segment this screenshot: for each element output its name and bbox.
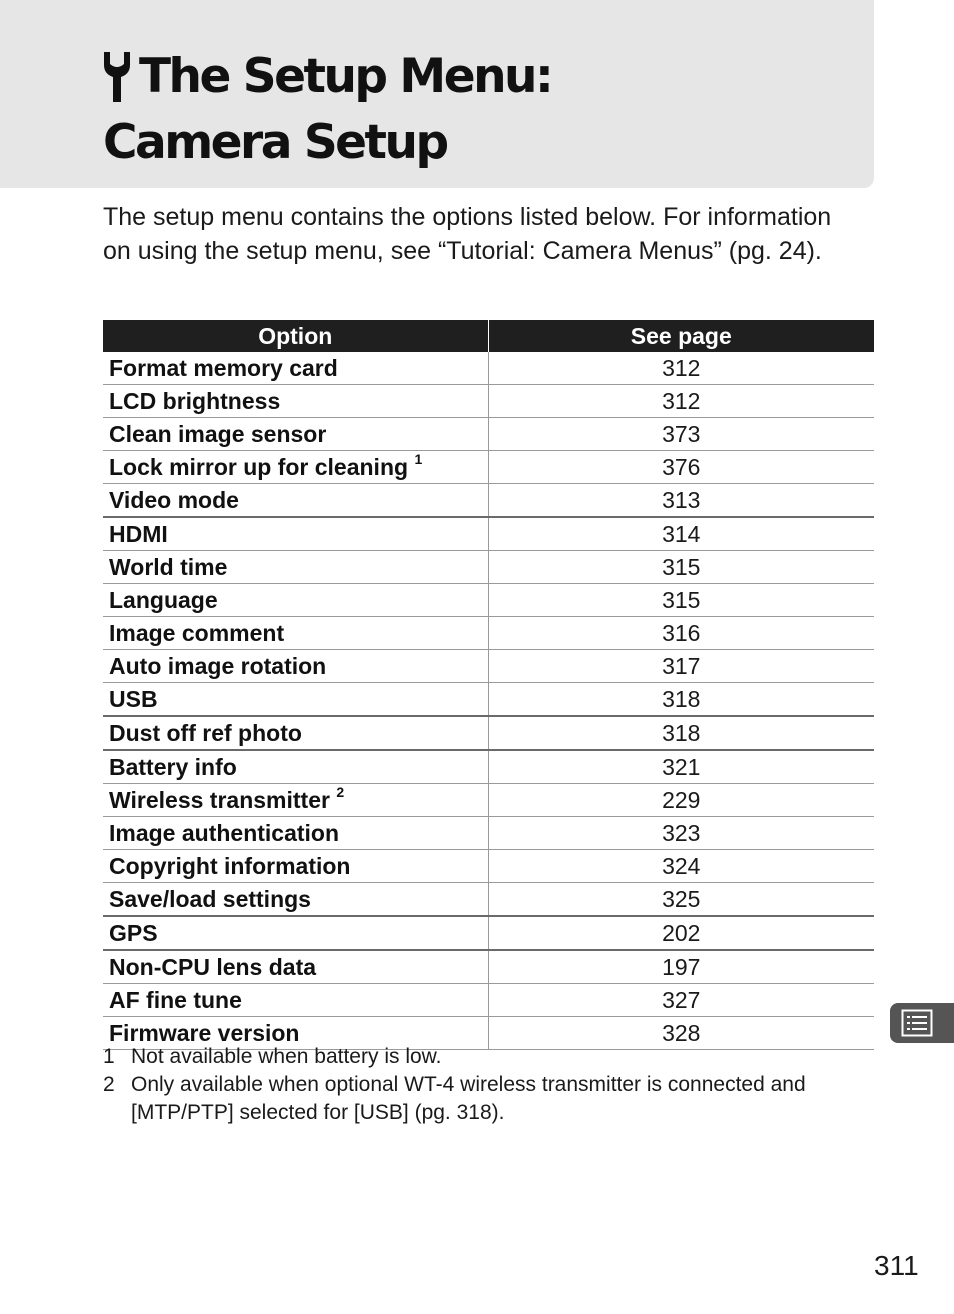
footnote-2 [103, 1071, 863, 1127]
see-page-value: 314 [488, 517, 874, 551]
see-page-value: 376 [488, 451, 874, 484]
see-page-value: 315 [488, 551, 874, 584]
option-name [103, 683, 488, 717]
see-page-value: 328 [488, 1017, 874, 1050]
header-option: Option [103, 320, 488, 352]
see-page-value: 312 [488, 385, 874, 418]
option-name [103, 584, 488, 617]
table-row [103, 451, 874, 484]
table-row [103, 584, 874, 617]
see-page-value: 313 [488, 484, 874, 518]
option-label: Image comment [109, 619, 285, 646]
see-page-value: 318 [488, 716, 874, 750]
option-label: LCD brightness [109, 387, 281, 414]
title-line-1: The Setup Menu: [139, 49, 552, 104]
option-name [103, 451, 488, 484]
option-label: AF fine tune [109, 986, 242, 1013]
table-row [103, 418, 874, 451]
see-page-value: 317 [488, 650, 874, 683]
option-name [103, 617, 488, 650]
option-label: Auto image rotation [109, 652, 327, 679]
option-label: HDMI [109, 520, 168, 547]
option-label: Dust off ref photo [109, 719, 302, 746]
option-label: Battery info [109, 753, 237, 780]
table-row [103, 883, 874, 917]
option-name [103, 418, 488, 451]
section-tab[interactable] [890, 1003, 954, 1043]
option-label: Firmware version [109, 1019, 300, 1046]
footnote-marker: 1 [414, 450, 423, 467]
see-page-value: 315 [488, 584, 874, 617]
header-see-page: See page [488, 320, 874, 352]
option-name [103, 517, 488, 551]
page-title [103, 44, 551, 176]
see-page-value: 323 [488, 817, 874, 850]
footnote-text: Not available when battery is low. [131, 1045, 442, 1068]
table-row [103, 916, 874, 950]
see-page-value: 318 [488, 683, 874, 717]
intro-paragraph: The setup menu contains the options listed below. For information on using the setup menu, see “Tutorial: Camera Menus” (pg. 24). [103, 203, 832, 265]
menu-list-icon [901, 1009, 933, 1037]
footnote-number: 1 [103, 1045, 115, 1068]
table-row [103, 817, 874, 850]
table-row [103, 484, 874, 518]
table-row [103, 683, 874, 717]
option-name [103, 784, 488, 817]
see-page-value: 324 [488, 850, 874, 883]
option-name [103, 716, 488, 750]
option-name [103, 916, 488, 950]
table-row [103, 950, 874, 984]
see-page-value: 229 [488, 784, 874, 817]
table-row [103, 784, 874, 817]
table-row [103, 716, 874, 750]
see-page-value: 197 [488, 950, 874, 984]
see-page-value: 373 [488, 418, 874, 451]
option-label: World time [109, 553, 228, 580]
see-page-value: 327 [488, 984, 874, 1017]
option-name [103, 850, 488, 883]
option-label: Image authentication [109, 819, 340, 846]
wrench-icon [101, 50, 133, 104]
option-label: Format memory card [109, 354, 338, 381]
see-page-value: 202 [488, 916, 874, 950]
option-name [103, 984, 488, 1017]
option-label: Video mode [109, 486, 239, 513]
table-row [103, 650, 874, 683]
option-name [103, 817, 488, 850]
option-name [103, 352, 488, 385]
table-row [103, 352, 874, 385]
option-label: USB [109, 685, 158, 712]
table-row [103, 551, 874, 584]
footnote-marker: 2 [336, 783, 345, 800]
see-page-value: 316 [488, 617, 874, 650]
table-row [103, 750, 874, 784]
table-row [103, 850, 874, 883]
footnote-1 [103, 1043, 863, 1071]
footnote-text: Only available when optional WT-4 wireless transmitter is connected and [MTP/PTP] selected for [USB] (pg. 318). [131, 1073, 806, 1124]
table-row [103, 385, 874, 418]
option-label: Wireless transmitter [109, 786, 330, 813]
table-header-row [103, 320, 874, 352]
option-label: Language [109, 586, 218, 613]
table-row [103, 517, 874, 551]
options-table [103, 320, 874, 1050]
table-row [103, 617, 874, 650]
option-name [103, 950, 488, 984]
option-label: Non-CPU lens data [109, 953, 317, 980]
option-label: Clean image sensor [109, 420, 327, 447]
option-label: Lock mirror up for cleaning [109, 453, 409, 480]
see-page-value: 321 [488, 750, 874, 784]
option-name [103, 750, 488, 784]
option-name [103, 385, 488, 418]
option-label: GPS [109, 919, 158, 946]
see-page-value: 325 [488, 883, 874, 917]
title-line-2: Camera Setup [103, 115, 447, 170]
option-label: Save/load settings [109, 885, 311, 912]
see-page-value: 312 [488, 352, 874, 385]
footnote-number: 2 [103, 1073, 115, 1096]
table-row [103, 984, 874, 1017]
option-name [103, 650, 488, 683]
option-label: Copyright information [109, 852, 351, 879]
page-number: 311 [874, 1250, 919, 1281]
footnotes [103, 1043, 863, 1127]
option-name [103, 484, 488, 518]
option-name [103, 551, 488, 584]
option-name [103, 883, 488, 917]
